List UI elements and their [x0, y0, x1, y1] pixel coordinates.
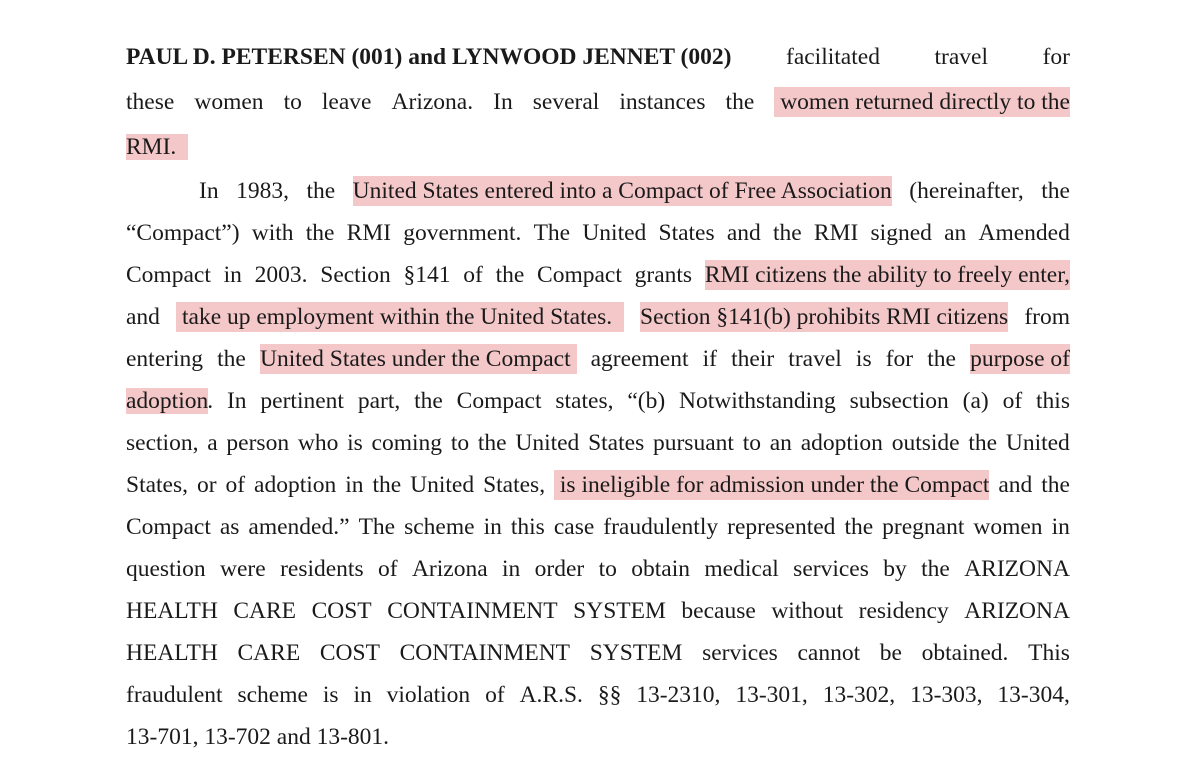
text-segment: this: [1036, 388, 1070, 414]
text-segment: of: [377, 556, 398, 582]
text-segment: United: [1005, 430, 1070, 456]
text-segment: Compact: [456, 388, 542, 414]
text-segment: their: [731, 346, 775, 372]
text-segment: 13-301,: [735, 682, 808, 708]
text-segment: from: [1024, 304, 1070, 330]
text-segment: a: [207, 430, 218, 456]
text-segment: States: [658, 220, 715, 246]
document-line: [126, 218, 1070, 248]
highlighted-text: purpose of: [970, 346, 1070, 372]
text-segment: RMI: [813, 220, 859, 246]
text-group: [126, 386, 213, 416]
text-segment: United: [410, 472, 475, 498]
text-segment: who: [297, 430, 339, 456]
text-segment: instances: [619, 89, 706, 115]
text-segment: the: [495, 262, 525, 288]
text-segment: Section: [320, 262, 391, 288]
text-segment: is: [347, 430, 363, 456]
text-segment: an: [944, 220, 967, 246]
text-segment: these: [126, 89, 175, 115]
highlighted-text: RMI.: [126, 134, 189, 160]
text-segment: the: [305, 220, 335, 246]
text-segment: Compact: [537, 262, 622, 288]
text-segment: in: [502, 556, 521, 582]
text-segment: subsection: [849, 388, 949, 414]
text-segment: coming: [371, 430, 443, 456]
text-segment: 13-304,: [997, 682, 1070, 708]
text-segment: cannot: [797, 640, 861, 666]
text-segment: in: [353, 682, 372, 708]
text-segment: part,: [357, 388, 401, 414]
text-segment: the: [1041, 472, 1070, 498]
text-segment: the: [1041, 178, 1070, 204]
text-segment: HEALTH: [126, 640, 218, 666]
text-segment: in: [483, 514, 502, 540]
text-segment: 13-302,: [822, 682, 896, 708]
text-segment: agreement: [590, 346, 689, 372]
text-segment: of: [463, 262, 483, 288]
text-segment: the: [217, 346, 246, 372]
text-segment: COST: [319, 640, 380, 666]
document-line: [126, 87, 1070, 117]
text-segment: is: [855, 346, 872, 372]
text-segment: for: [885, 346, 914, 372]
text-segment: residents: [280, 556, 364, 582]
text-segment: of: [1002, 388, 1023, 414]
text-segment: (hereinafter,: [909, 178, 1024, 204]
text-segment: in: [345, 472, 364, 498]
text-segment: if: [702, 346, 717, 372]
text-segment: order: [534, 556, 585, 582]
text-segment: were: [220, 556, 266, 582]
text-segment: 1983,: [236, 178, 289, 204]
text-segment: pertinent: [260, 388, 344, 414]
text-segment: (a): [962, 388, 989, 414]
document-line: [126, 428, 1070, 458]
text-segment: States,: [126, 472, 189, 498]
text-segment: by: [883, 556, 907, 582]
text-segment: case: [553, 514, 595, 540]
document-line: [126, 554, 1070, 584]
text-segment: PAUL D. PETERSEN (001) and LYNWOOD JENNET (002): [126, 44, 732, 70]
text-segment: facilitated: [786, 44, 880, 70]
text-segment: without: [771, 598, 844, 624]
text-segment: States: [588, 430, 645, 456]
text-segment: fraudulently: [603, 514, 719, 540]
text-segment: United: [582, 220, 647, 246]
text-segment: of: [225, 472, 246, 498]
text-segment: the: [844, 514, 874, 540]
text-segment: medical: [704, 556, 779, 582]
text-segment: SYSTEM: [589, 640, 683, 666]
text-segment: signed: [870, 220, 932, 246]
text-segment: the: [372, 472, 402, 498]
document-line: [199, 176, 1070, 206]
text-segment: represented: [727, 514, 836, 540]
text-segment: government.: [403, 220, 522, 246]
text-segment: with: [251, 220, 294, 246]
highlighted-text: adoption: [126, 388, 209, 414]
text-segment: or: [196, 472, 217, 498]
text-segment: for: [1042, 44, 1070, 70]
text-segment: services: [702, 640, 778, 666]
text-segment: women: [973, 514, 1043, 540]
text-segment: to: [450, 430, 470, 456]
document-line: [126, 596, 1070, 626]
text-segment: states,: [555, 388, 614, 414]
text-segment: 13-701, 13-702 and 13-801.: [126, 724, 390, 750]
text-segment: “Compact”): [126, 220, 240, 246]
highlighted-text: United States entered into a Compact of Free Association: [352, 178, 892, 204]
text-segment: section,: [126, 430, 199, 456]
text-segment: adoption: [800, 430, 883, 456]
text-segment: in: [223, 262, 242, 288]
text-segment: SYSTEM: [573, 598, 666, 624]
text-segment: United: [515, 430, 580, 456]
text-segment: residency: [858, 598, 949, 624]
text-segment: In: [226, 388, 247, 414]
document-line: [126, 386, 1070, 416]
text-segment: CARE: [233, 598, 297, 624]
document-line: [126, 470, 1070, 500]
text-segment: be: [879, 640, 902, 666]
text-segment: of: [485, 682, 505, 708]
text-segment: is: [322, 682, 339, 708]
document-line: [126, 344, 1070, 374]
text-segment: to: [742, 430, 761, 456]
text-segment: RMI: [346, 220, 392, 246]
text-segment: question: [126, 556, 206, 582]
text-segment: grants: [634, 262, 693, 288]
text-segment: the: [968, 430, 998, 456]
text-segment: Notwithstanding: [679, 388, 836, 414]
text-segment: 13-303,: [910, 682, 983, 708]
text-segment: to: [598, 556, 617, 582]
document-line: [126, 42, 1070, 72]
text-segment: adoption: [254, 472, 337, 498]
document-line: [126, 512, 1070, 542]
text-segment: amended.”: [248, 514, 350, 540]
text-segment: violation: [386, 682, 471, 708]
text-segment: travel: [788, 346, 842, 372]
text-segment: Arizona: [411, 556, 488, 582]
text-segment: an: [769, 430, 792, 456]
highlighted-text: RMI citizens the ability to freely enter,: [704, 262, 1070, 288]
text-segment: pregnant: [882, 514, 965, 540]
highlighted-text: is ineligible for admission under the Compact: [554, 472, 990, 498]
highlighted-text: United States under the Compact: [259, 346, 577, 372]
text-segment: 2003.: [254, 262, 308, 288]
text-segment: as: [219, 514, 240, 540]
text-segment: fraudulent: [126, 682, 223, 708]
text-segment: Amended: [978, 220, 1070, 246]
text-segment: to: [283, 89, 302, 115]
text-segment: Compact: [126, 262, 211, 288]
text-segment: travel: [934, 44, 989, 70]
text-segment: in: [1051, 514, 1070, 540]
text-segment: §§: [597, 682, 622, 708]
document-line: [126, 680, 1070, 710]
text-segment: the: [772, 220, 802, 246]
text-segment: A.R.S.: [519, 682, 583, 708]
text-segment: Compact: [126, 514, 211, 540]
text-segment: women: [194, 89, 264, 115]
text-segment: outside: [891, 430, 960, 456]
document-line: [126, 302, 1070, 332]
text-segment: States,: [483, 472, 546, 498]
text-segment: the: [477, 430, 507, 456]
text-segment: CONTAINMENT: [387, 598, 558, 624]
text-segment: the: [414, 388, 443, 414]
text-segment: In: [493, 89, 513, 115]
document-line: [126, 260, 1070, 290]
text-segment: because: [681, 598, 756, 624]
text-segment: person: [226, 430, 290, 456]
text-segment: obtained.: [921, 640, 1009, 666]
text-segment: and: [126, 304, 160, 330]
text-segment: services: [793, 556, 869, 582]
text-segment: obtain: [631, 556, 691, 582]
text-segment: “(b): [627, 388, 666, 414]
text-segment: ARIZONA: [964, 556, 1070, 582]
text-segment: This: [1028, 640, 1070, 666]
document-line: [126, 132, 1070, 162]
text-segment: The: [358, 514, 396, 540]
text-segment: COST: [311, 598, 372, 624]
text-segment: The: [533, 220, 571, 246]
text-segment: 13-2310,: [636, 682, 721, 708]
text-segment: scheme: [237, 682, 308, 708]
text-segment: Arizona.: [391, 89, 474, 115]
document-line: [126, 722, 1070, 752]
text-segment: HEALTH: [126, 598, 218, 624]
highlighted-text: take up employment within the United States.: [176, 304, 624, 330]
text-segment: §141: [403, 262, 451, 288]
text-segment: several: [532, 89, 600, 115]
text-segment: In: [199, 178, 219, 204]
text-segment: pursuant: [652, 430, 734, 456]
text-segment: the: [306, 178, 336, 204]
highlighted-text: women returned directly to the: [774, 89, 1070, 115]
text-segment: leave: [321, 89, 372, 115]
text-segment: CARE: [237, 640, 301, 666]
text-segment: the: [927, 346, 956, 372]
text-segment: the: [921, 556, 950, 582]
document-line: [126, 638, 1070, 668]
text-segment: this: [510, 514, 545, 540]
text-segment: and: [998, 472, 1033, 498]
text-segment: the: [725, 89, 755, 115]
text-segment: and: [726, 220, 761, 246]
text-segment: entering: [126, 346, 203, 372]
text-segment: ARIZONA: [964, 598, 1070, 624]
highlighted-text: Section §141(b) prohibits RMI citizens: [640, 304, 1009, 330]
text-segment: scheme: [404, 514, 475, 540]
text-segment: CONTAINMENT: [399, 640, 571, 666]
text-segment: .: [207, 388, 214, 414]
